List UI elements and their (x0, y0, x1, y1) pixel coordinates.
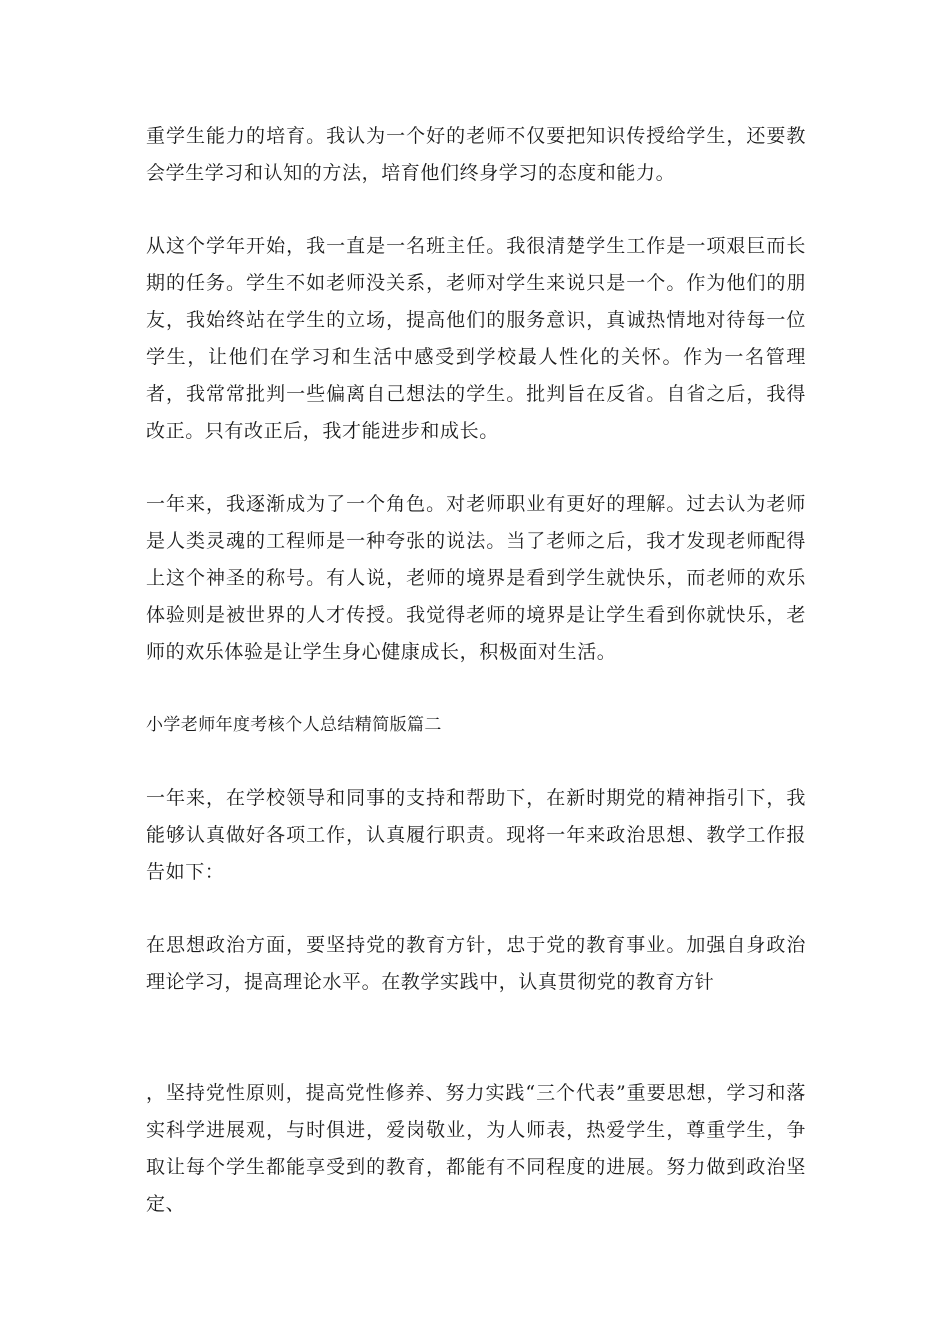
paragraph-ability-cultivation: 重学生能力的培育。我认为一个好的老师不仅要把知识传授给学生，还要教会学生学习和认知的方法，培育他们终身学习的态度和能力。 (146, 125, 806, 184)
document-page (146, 118, 806, 1259)
paragraph-political-thought: 在思想政治方面，要坚持党的教育方针，忠于党的教育事业。加强自身政治理论学习，提高理论水平。在教学实践中，认真贯彻党的教育方针 (146, 934, 806, 993)
paragraph-year-summary: 一年来，在学校领导和同事的支持和帮助下，在新时期党的精神指引下，我能够认真做好各项工作，认真履行职责。现将一年来政治思想、教学工作报告如下： (146, 787, 806, 883)
paragraph-teacher-role: 一年来，我逐渐成为了一个角色。对老师职业有更好的理解。过去认为老师是人类灵魂的工程师是一种夸张的说法。当了老师之后，我才发现老师配得上这个神圣的称号。有人说，老师的境界是看到学生就快乐，而老师的欢乐体验则是被世界的人才传授。我觉得老师的境界是让学生看到你就快乐，老师的欢乐体验是让学生身心健康成长，积极面对生活。 (146, 493, 806, 663)
page-break-gap (146, 1037, 806, 1075)
paragraph-class-teacher: 从这个学年开始，我一直是一名班主任。我很清楚学生工作是一项艰巨而长期的任务。学生不如老师没关系，老师对学生来说只是一个。作为他们的朋友，我始终站在学生的立场，提高他们的服务意识，真诚热情地对待每一位学生，让他们在学习和生活中感受到学校最人性化的关怀。作为一名管理者，我常常批判一些偏离自己想法的学生。批判旨在反省。自省之后，我得改正。只有改正后，我才能进步和成长。 (146, 235, 806, 442)
paragraph-party-principles: ，坚持党性原则，提高党性修养、努力实践“三个代表”重要思想，学习和落实科学进展观，与时俱进，爱岗敬业，为人师表，热爱学生，尊重学生，争取让每个学生都能享受到的教育，都能有不同程度的进展。努力做到政治坚定、 (146, 1082, 806, 1215)
section-heading: 小学老师年度考核个人总结精简版篇二 (146, 715, 442, 735)
